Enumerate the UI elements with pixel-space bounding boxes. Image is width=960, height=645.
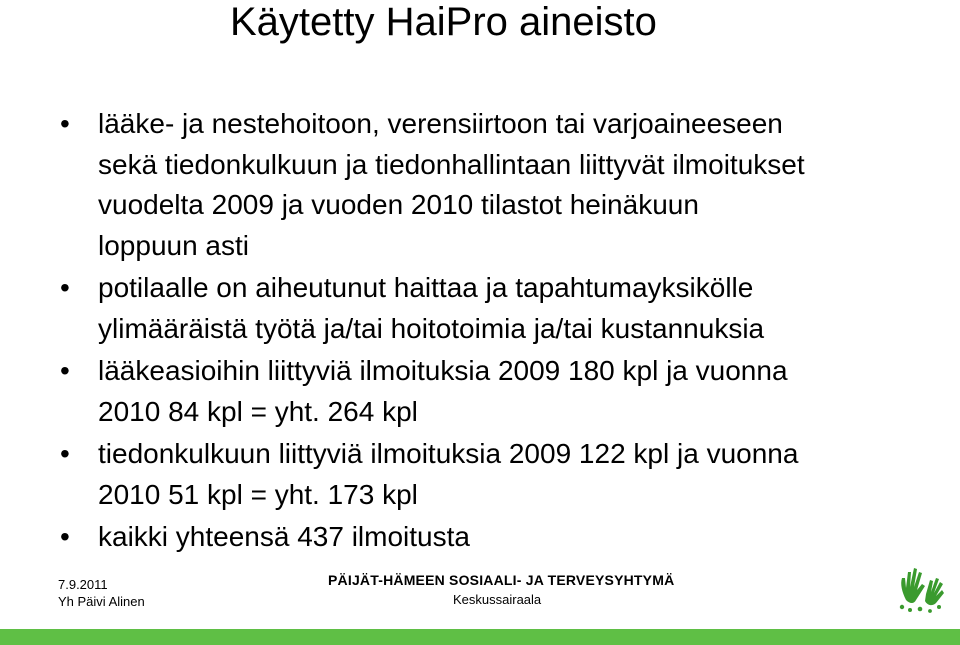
bullet-text: lääkeasioihin liittyviä ilmoituksia 2009 180 kpl ja vuonna 2010 84 kpl = yht. 264 kpl <box>98 355 788 427</box>
bullet-item <box>60 434 940 515</box>
bullet-dot-icon: • <box>60 108 70 139</box>
bullet-text: tiedonkulkuun liittyviä ilmoituksia 2009 122 kpl ja vuonna 2010 51 kpl = yht. 173 kpl <box>98 438 799 510</box>
footer-author: Yh Päivi Alinen <box>58 594 145 609</box>
footer-organization: PÄIJÄT-HÄMEEN SOSIAALI- JA TERVEYSYHTYMÄ <box>328 572 675 588</box>
bullet-item <box>60 517 940 558</box>
bullet-dot-icon: • <box>60 272 70 303</box>
bullet-text: lääke- ja nestehoitoon, verensiirtoon tai varjoaineeseen sekä tiedonkulkuun ja tiedonhallintaan liittyvät ilmoitukset vuodelta 2009 ja vuoden 2010 tilastot heinäkuun loppuun asti <box>98 108 805 261</box>
bullet-list <box>60 104 940 560</box>
footer-unit: Keskussairaala <box>453 592 542 607</box>
footer-date: 7.9.2011 <box>58 577 108 592</box>
green-hands-logo-icon <box>892 560 950 618</box>
bullet-dot-icon: • <box>60 438 70 469</box>
bullet-text: potilaalle on aiheutunut haittaa ja tapahtumayksikölle ylimääräistä työtä ja/tai hoitotoimia ja/tai kustannuksia <box>98 272 765 344</box>
bottom-bar <box>0 629 960 645</box>
bullet-text: kaikki yhteensä 437 ilmoitusta <box>98 521 470 552</box>
bullet-dot-icon: • <box>60 521 70 552</box>
bullet-dot-icon: • <box>60 355 70 386</box>
slide-title: Käytetty HaiPro aineisto <box>230 0 657 44</box>
bullet-item <box>60 104 940 266</box>
bullet-item <box>60 351 940 432</box>
bullet-item <box>60 268 940 349</box>
